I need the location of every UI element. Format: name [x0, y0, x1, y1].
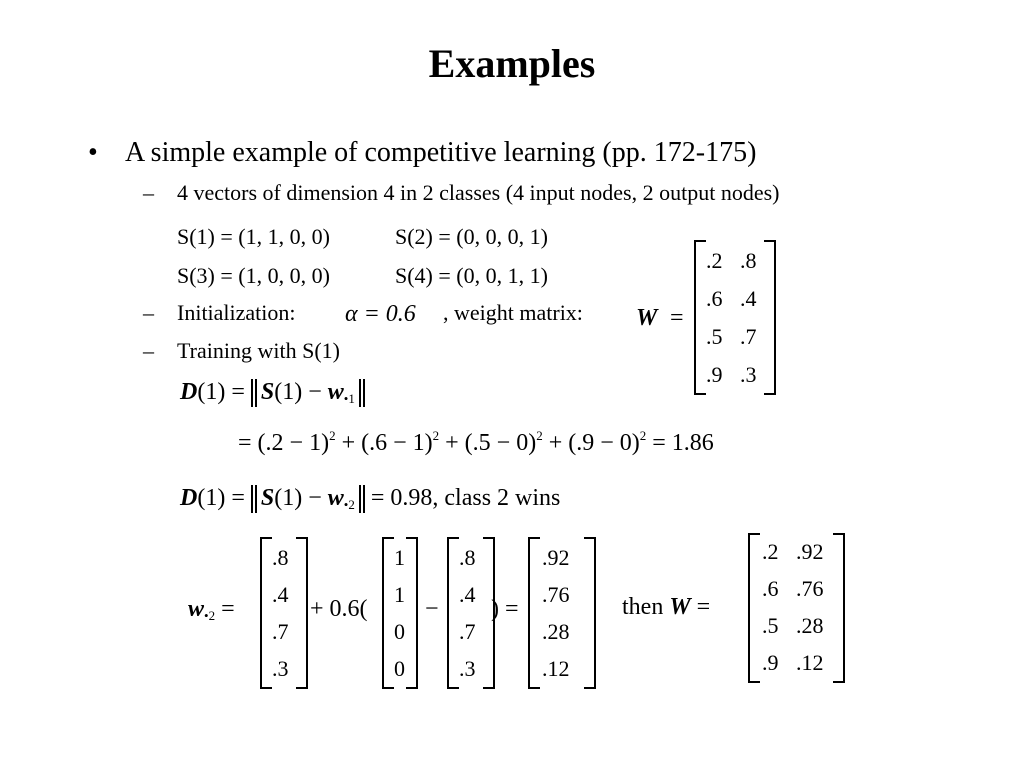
matrix-cell: .4	[740, 286, 757, 311]
w2-old-vector: .8 .4 .7 .3	[260, 537, 308, 689]
matrix-cell: .5	[706, 324, 723, 349]
dash-marker: –	[143, 300, 154, 325]
W-symbol: W	[636, 305, 658, 331]
distance-equation-1: $D(1) = S(1) - w_{•1}$	[180, 379, 365, 407]
training-label: Training with S(1)	[177, 338, 340, 363]
w2-old-vector-b: .8 .4 .7 .3	[447, 537, 495, 689]
update-close: ) =	[491, 596, 519, 622]
initial-weight-matrix	[694, 240, 776, 395]
bullet-marker: •	[88, 137, 98, 168]
s1-vector: 1 1 0 0	[382, 537, 418, 689]
matrix-cell: .6	[706, 286, 723, 311]
matrix-cell: .9	[706, 362, 723, 387]
dash-marker: –	[143, 180, 154, 205]
update-plus: + 0.6(	[310, 596, 368, 622]
equals-sign: =	[670, 305, 684, 331]
vector-s4: S(4) = (0, 0, 1, 1)	[395, 263, 548, 288]
distance-equation-2: $D(1) = S(1) - w_{•2} = 0.98$, class 2 wins	[180, 485, 561, 512]
update-lhs: $w_{•2}$ =	[188, 596, 235, 623]
final-weight-matrix: .2 .92 .6 .76 .5 .28 .9 .12	[748, 533, 845, 683]
distance-expansion: = $(.2 - 1)^2 + (.6 - 1)^2 + (.5 - 0)^2 + (.9 - 0)^2 = 1.86$	[238, 428, 714, 456]
vector-s3: S(3) = (1, 0, 0, 0)	[177, 263, 330, 288]
slide-title: Examples	[428, 41, 596, 86]
weight-matrix-label: , weight matrix:	[443, 300, 583, 325]
matrix-cell: .7	[740, 324, 757, 349]
vector-s1: S(1) = (1, 1, 0, 0)	[177, 224, 330, 249]
vector-s2: S(2) = (0, 0, 0, 1)	[395, 224, 548, 249]
update-minus: −	[425, 596, 439, 622]
dash-marker: –	[143, 338, 154, 363]
then-label: then W =	[622, 594, 711, 620]
alpha-value: α = 0.6	[345, 301, 416, 327]
sub-bullet-vectors: 4 vectors of dimension 4 in 2 classes (4 input nodes, 2 output nodes)	[177, 180, 780, 205]
w2-new-vector: .92 .76 .28 .12	[528, 537, 596, 689]
matrix-cell: .8	[740, 248, 757, 273]
matrix-cell: .2	[706, 248, 723, 273]
bullet-text: A simple example of competitive learning (pp. 172-175)	[125, 137, 757, 168]
init-label: Initialization:	[177, 300, 296, 325]
matrix-cell: .3	[740, 362, 757, 387]
